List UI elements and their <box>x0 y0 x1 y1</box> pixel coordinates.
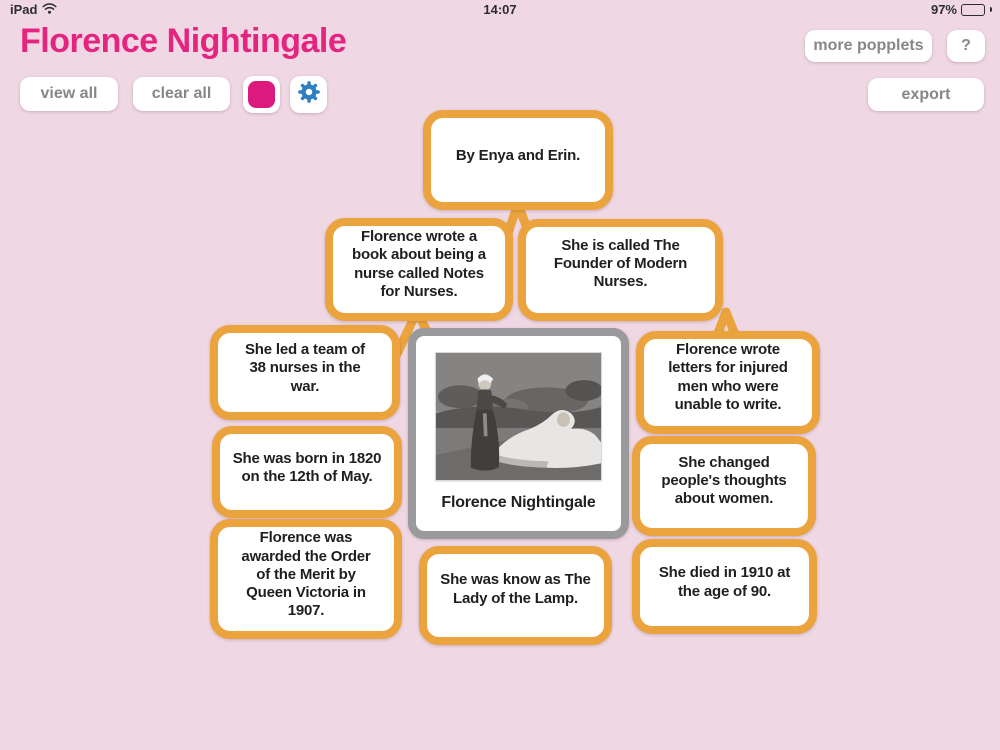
popple-card[interactable] <box>632 436 816 536</box>
popple-card[interactable] <box>636 331 820 434</box>
device-label: iPad <box>10 2 38 17</box>
view-all-button[interactable]: view all <box>20 77 118 111</box>
popple-card[interactable] <box>632 539 817 634</box>
popple-card[interactable] <box>210 519 402 639</box>
more-popplets-button[interactable]: more popplets <box>805 30 932 62</box>
popplet-title[interactable]: Florence Nightingale <box>20 22 347 60</box>
popple-text: She was born in 1820 on the 12th of May. <box>232 449 382 485</box>
help-button[interactable]: ? <box>947 30 985 62</box>
popple-text: She was know as The Lady of the Lamp. <box>440 571 591 607</box>
popple-text: Florence wrote letters for injured men who were unable to write. <box>668 340 788 413</box>
popple-text: Florence was awarded the Order of the Merit by Queen Victoria in 1907. <box>241 529 371 620</box>
popple-text: She died in 1910 at the age of 90. <box>658 564 791 600</box>
popple-card[interactable] <box>423 110 613 210</box>
clear-all-button[interactable]: clear all <box>133 77 230 111</box>
popple-text: She changed people's thoughts about women. <box>661 453 787 508</box>
popple-card[interactable] <box>212 426 402 518</box>
battery-percent: 97% <box>930 2 957 17</box>
popple-text: She led a team of 38 nurses in the war. <box>245 341 365 395</box>
center-popple-caption: Florence Nightingale <box>441 494 596 511</box>
popple-text: She is called The Founder of Modern Nurses. <box>553 236 688 291</box>
florence-nightingale-image <box>436 353 601 480</box>
popple-card-center[interactable] <box>408 328 629 539</box>
popple-card[interactable] <box>419 546 612 645</box>
popple-text: By Enya and Erin. <box>455 146 581 164</box>
export-button[interactable]: export <box>868 78 984 111</box>
popple-card[interactable] <box>325 218 513 321</box>
popple-text: Florence wrote a book about being a nurse called Notes for Nurses. <box>352 227 486 300</box>
popple-card[interactable] <box>518 219 723 321</box>
popple-card[interactable] <box>210 325 400 420</box>
clock: 14:07 <box>483 2 517 17</box>
